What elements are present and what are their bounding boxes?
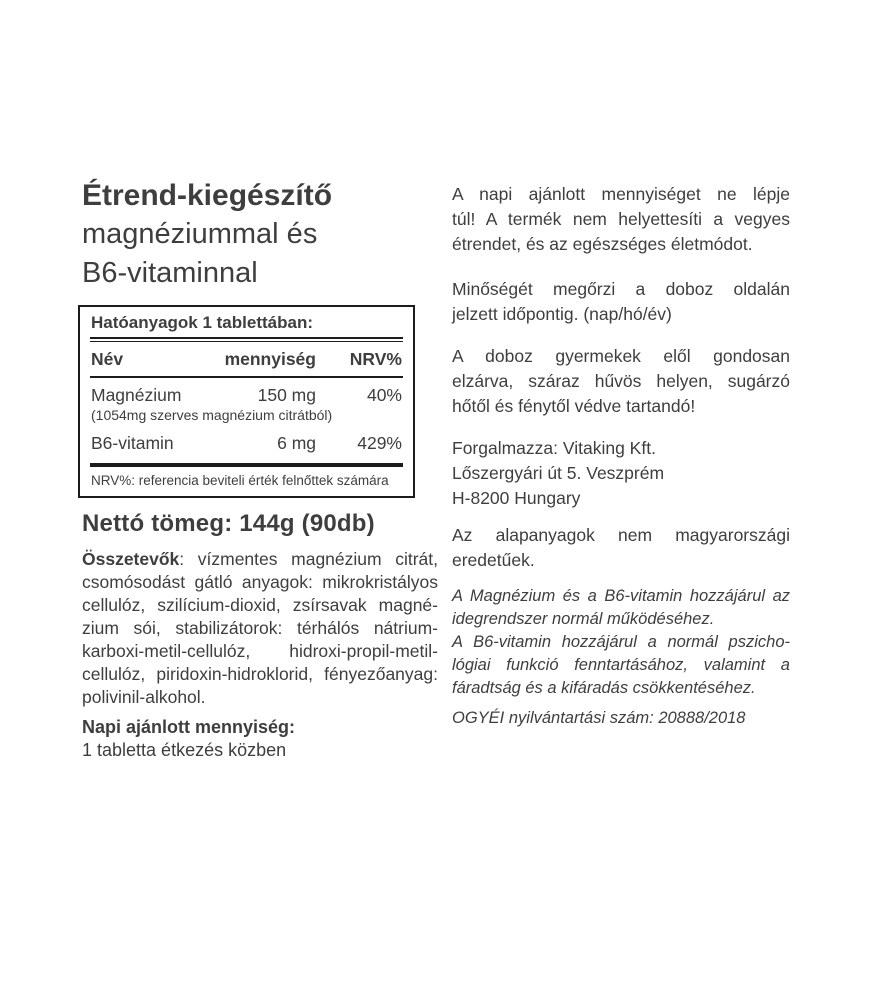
active-ingredients-table <box>78 305 415 498</box>
ingredients-lead: Összetevők <box>82 549 180 569</box>
table-header-row <box>80 342 413 376</box>
column-header-nrv: NRV% <box>349 349 402 369</box>
left-column <box>82 176 438 761</box>
right-column <box>452 176 790 731</box>
table-footnote: NRV%: referencia beviteli érték felnőttek számára <box>91 473 389 488</box>
table-row-b6 <box>80 428 413 463</box>
health-claims: A Magnézium és a B6-vitamin hozzájárul az idegrendszer normál működéséhez. A B6-vitamin hozzájárul a normál pszicho- lógiai funkció fenntartásához, valamint a fáradtság és a kifáradás csökkentéséhez. <box>452 587 790 697</box>
table-title: Hatóanyagok 1 tablettában: <box>91 313 313 332</box>
ingredient-name: Magnézium <box>91 385 182 405</box>
ingredients-line: polivinil-alkohol. <box>82 687 206 707</box>
ingredient-subnote: (1054mg szerves magnézium citrátból) <box>91 407 333 423</box>
ingredients-line: karboxi-metil-cellulóz, hidroxi-propil-metil- <box>82 641 438 661</box>
ingredient-amount: 6 mg <box>277 433 316 453</box>
product-title-line2: magnéziummal és <box>82 218 318 250</box>
storage-warning: A doboz gyermekek elől gondosan elzárva, száraz hűvös helyen, sugárzó hőtől és fénytől védve tartandó! <box>452 346 790 416</box>
daily-dose-text: 1 tabletta étkezés közben <box>82 740 287 760</box>
ingredients-line: cellulóz, piridoxin-hidroklorid, fényezőanyag: <box>82 664 438 684</box>
distributor-address: Forgalmazza: Vitaking Kft. Lőszergyári út 5. Veszprém H-8200 Hungary <box>452 438 665 508</box>
ingredient-amount: 150 mg <box>257 385 316 405</box>
table-row-magnesium <box>80 378 413 406</box>
column-header-name: Név <box>91 349 124 369</box>
column-header-quantity: mennyiség <box>224 349 316 369</box>
ingredients-line: cellulóz, szilícium-dioxid, zsírsavak magné- <box>82 595 438 615</box>
ingredients-paragraph <box>82 548 438 709</box>
daily-dose-heading: Napi ajánlott mennyiség: <box>82 717 296 737</box>
product-title <box>82 176 438 293</box>
best-before-note: Minőségét megőrzi a doboz oldalán jelzett időpontig. (nap/hó/év) <box>452 279 790 324</box>
ingredients-line: csomósodást gátló anyagok: mikrokristályos <box>82 572 438 592</box>
net-weight: Nettó tömeg: 144g (90db) <box>82 510 375 537</box>
product-title-line3: B6-vitaminnal <box>82 257 258 289</box>
daily-limit-warning: A napi ajánlott mennyiséget ne lépje túl! A termék nem helyettesíti a vegyes étrendet, és az egészséges életmódot. <box>452 184 790 254</box>
product-title-line1: Étrend-kiegészítő <box>82 179 333 212</box>
registration-number: OGYÉI nyilvántartási szám: 20888/2018 <box>452 709 746 727</box>
ingredient-nrv: 429% <box>357 433 402 453</box>
origin-note: Az alapanyagok nem magyarországi eredetűek. <box>452 525 790 570</box>
ingredients-line: Összetevők: vízmentes magnézium citrát, <box>82 549 438 569</box>
ingredient-name: B6-vitamin <box>91 433 174 453</box>
ingredients-line: zium sói, stabilizátorok: térhálós nátrium- <box>82 618 438 638</box>
ingredient-nrv: 40% <box>366 385 402 405</box>
